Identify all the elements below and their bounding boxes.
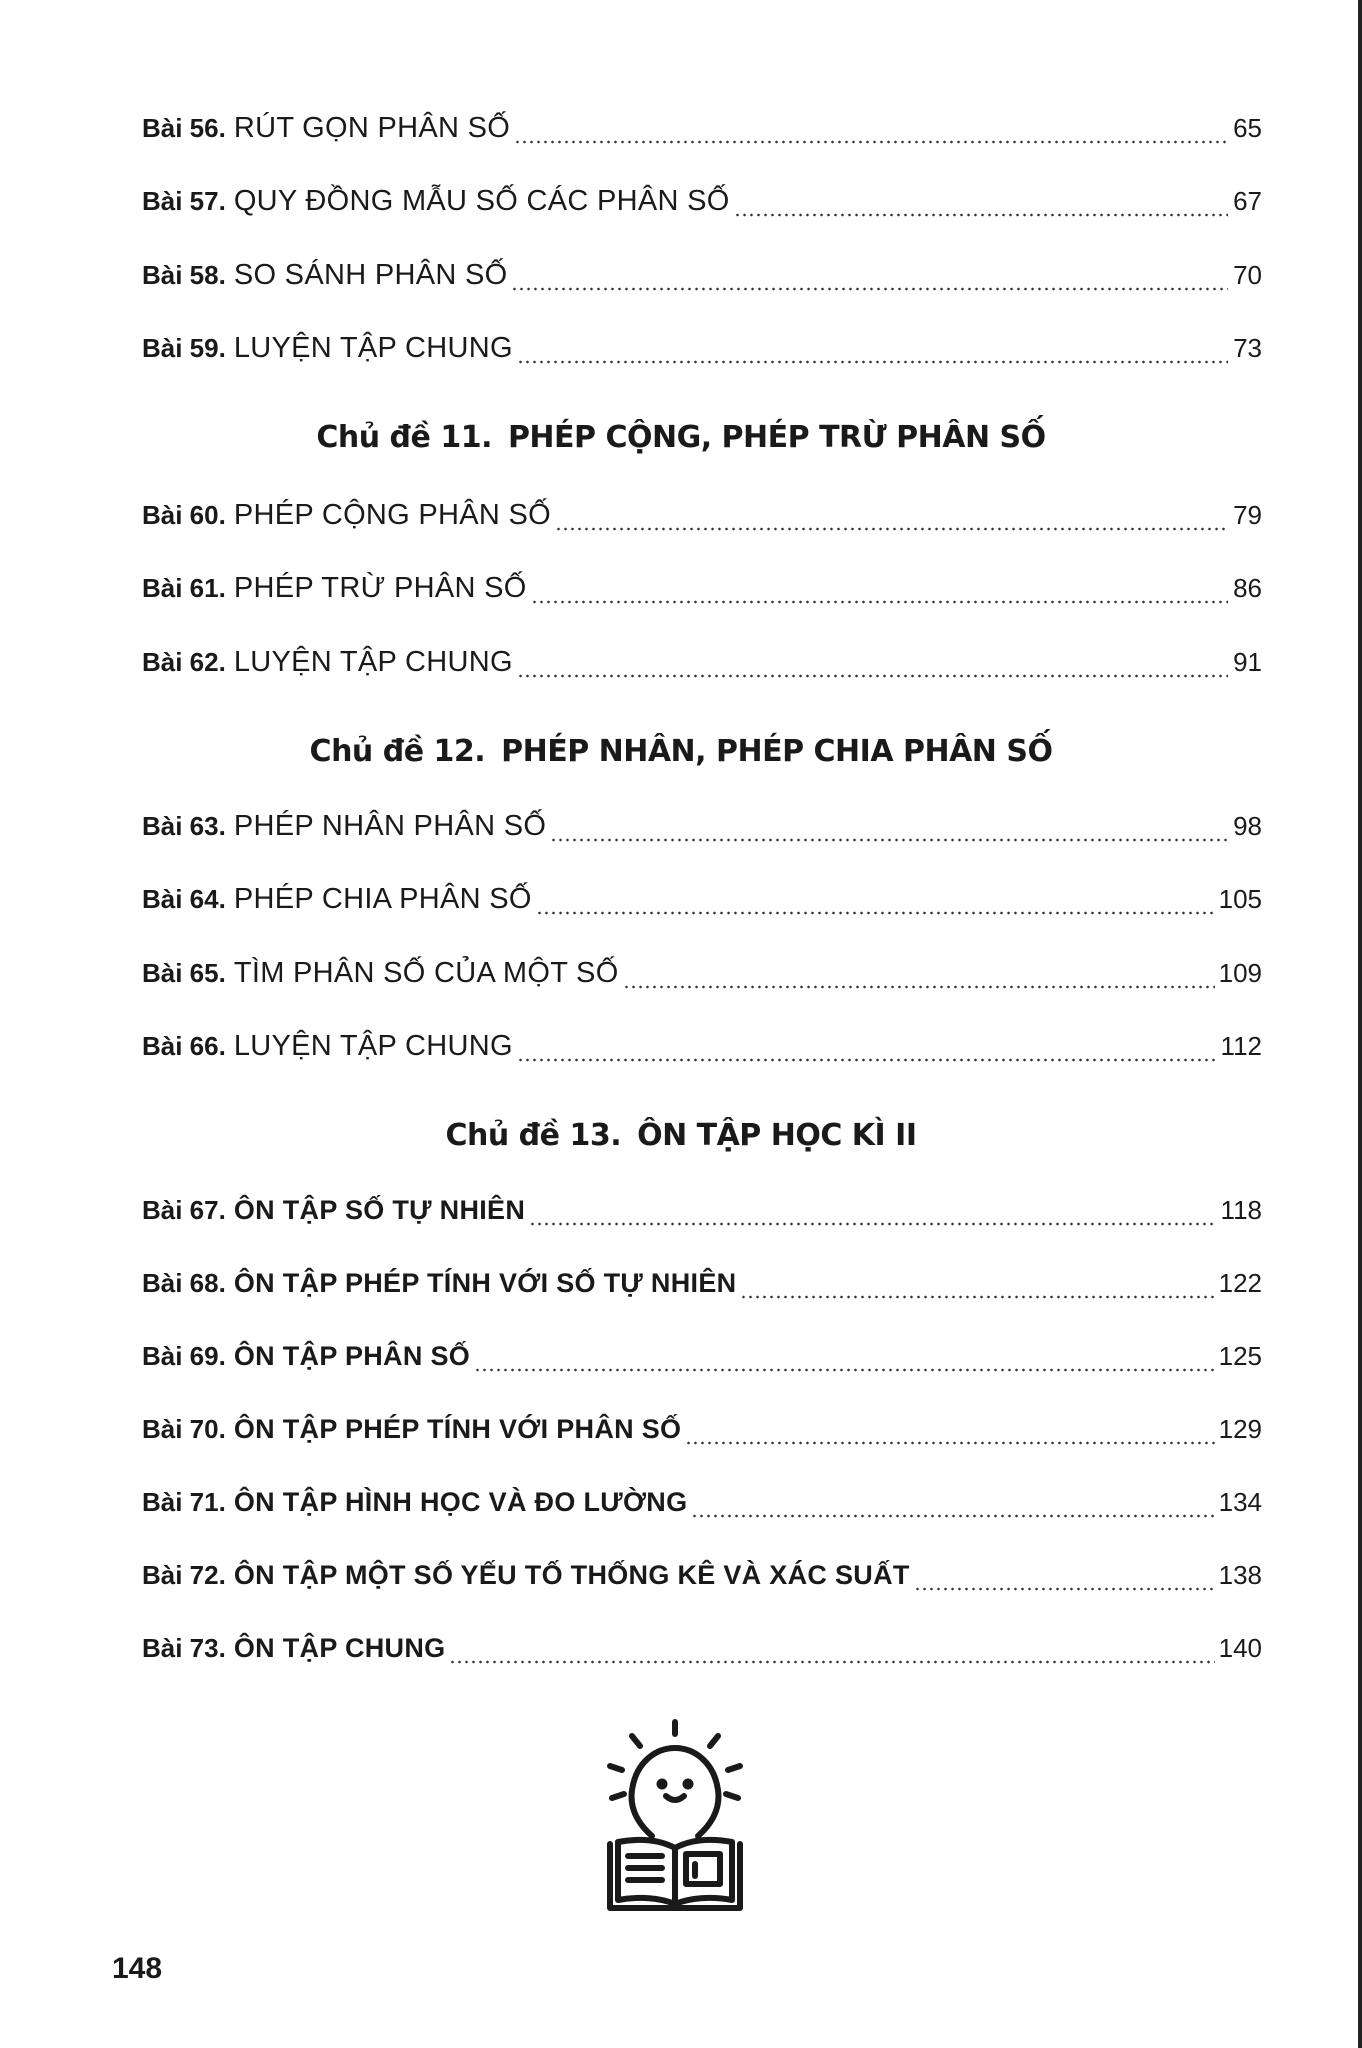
- lesson-page: 91: [1233, 647, 1262, 677]
- lesson-page: 140: [1218, 1633, 1262, 1663]
- dot-leader: [514, 108, 1228, 148]
- lesson-page: 86: [1233, 573, 1262, 603]
- lesson-page: 70: [1233, 260, 1262, 290]
- section-prefix: Chủ đề: [316, 420, 431, 455]
- toc-entry: [142, 108, 1262, 148]
- lesson-number: Bài 68.: [142, 1268, 226, 1298]
- toc-entry: [142, 806, 1262, 846]
- toc-entry: [142, 255, 1262, 295]
- section-heading: [0, 1116, 1362, 1156]
- lesson-number: Bài 64.: [142, 884, 226, 914]
- lesson-title: TÌM PHÂN SỐ CỦA MỘT SỐ: [233, 957, 619, 989]
- lesson-number: Bài 63.: [142, 811, 226, 841]
- lesson-page: 65: [1233, 113, 1262, 143]
- lesson-title: SO SÁNH PHÂN SỐ: [233, 259, 508, 291]
- dot-leader: [555, 495, 1228, 535]
- lesson-number: Bài 60.: [142, 500, 226, 530]
- lesson-page: 67: [1233, 186, 1262, 216]
- lesson-page: 112: [1220, 1031, 1262, 1061]
- lesson-number: Bài 56.: [142, 113, 226, 143]
- lesson-page: 98: [1233, 811, 1262, 841]
- dot-leader: [536, 879, 1215, 919]
- toc-entry: [142, 1263, 1262, 1303]
- lesson-title: QUY ĐỒNG MẪU SỐ CÁC PHÂN SỐ: [233, 185, 730, 217]
- lesson-number: Bài 57.: [142, 186, 226, 216]
- lesson-number: Bài 66.: [142, 1031, 226, 1061]
- lesson-number: Bài 62.: [142, 647, 226, 677]
- lesson-number: Bài 59.: [142, 333, 226, 363]
- lesson-page: 122: [1218, 1268, 1262, 1298]
- section-title: PHÉP CỘNG, PHÉP TRỪ PHÂN SỐ: [507, 420, 1046, 455]
- section-title: PHÉP NHÂN, PHÉP CHIA PHÂN SỐ: [501, 734, 1053, 769]
- section-heading: [0, 418, 1362, 458]
- lesson-number: Bài 72.: [142, 1560, 226, 1590]
- lesson-title: ÔN TẬP SỐ TỰ NHIÊN: [233, 1195, 526, 1225]
- lesson-title: PHÉP NHÂN PHÂN SỐ: [233, 810, 547, 842]
- toc-entry: [142, 568, 1262, 608]
- lesson-title: PHÉP CHIA PHÂN SỐ: [233, 883, 532, 915]
- dot-leader: [685, 1409, 1214, 1449]
- toc-entry: [142, 953, 1262, 993]
- lesson-title: PHÉP CỘNG PHÂN SỐ: [233, 499, 552, 531]
- lesson-number: Bài 61.: [142, 573, 226, 603]
- page-number: 148: [112, 1952, 163, 1985]
- lesson-page: 118: [1220, 1195, 1262, 1225]
- toc-entry: [142, 1628, 1262, 1668]
- section-prefix: Chủ đề: [445, 1118, 560, 1153]
- lesson-page: 109: [1218, 958, 1262, 988]
- toc-entry: [142, 642, 1262, 682]
- section-number: 13.: [569, 1118, 622, 1153]
- lesson-number: Bài 73.: [142, 1633, 226, 1663]
- lesson-page: 129: [1218, 1414, 1262, 1444]
- lesson-title: LUYỆN TẬP CHUNG: [233, 1030, 513, 1062]
- page-edge: [1358, 0, 1362, 2048]
- section-heading: [0, 732, 1362, 772]
- toc-entry: [142, 1555, 1262, 1595]
- section-title: ÔN TẬP HỌC KÌ II: [637, 1118, 917, 1153]
- lightbulb-book-icon: [600, 1718, 750, 1914]
- dot-leader: [691, 1482, 1214, 1522]
- dot-leader: [517, 1026, 1217, 1066]
- lesson-title: PHÉP TRỪ PHÂN SỐ: [233, 572, 527, 604]
- lesson-page: 79: [1233, 500, 1262, 530]
- dot-leader: [449, 1628, 1214, 1668]
- dot-leader: [734, 181, 1228, 221]
- dot-leader: [531, 568, 1228, 608]
- lesson-page: 125: [1218, 1341, 1262, 1371]
- lesson-title: ÔN TẬP PHÂN SỐ: [233, 1341, 471, 1371]
- lesson-number: Bài 71.: [142, 1487, 226, 1517]
- lesson-title: ÔN TẬP CHUNG: [233, 1633, 446, 1663]
- dot-leader: [550, 806, 1228, 846]
- lesson-number: Bài 67.: [142, 1195, 226, 1225]
- dot-leader: [529, 1190, 1216, 1230]
- section-number: 11.: [440, 420, 492, 455]
- toc-entry: [142, 1482, 1262, 1522]
- dot-leader: [914, 1555, 1215, 1595]
- toc-entry: [142, 1409, 1262, 1449]
- lesson-title: RÚT GỌN PHÂN SỐ: [233, 112, 511, 144]
- lesson-title: ÔN TẬP PHÉP TÍNH VỚI SỐ TỰ NHIÊN: [233, 1268, 737, 1298]
- lesson-title: ÔN TẬP HÌNH HỌC VÀ ĐO LƯỜNG: [233, 1487, 688, 1517]
- toc-entry: [142, 328, 1262, 368]
- toc-entry: [142, 1190, 1262, 1230]
- lesson-title: ÔN TẬP MỘT SỐ YẾU TỐ THỐNG KÊ VÀ XÁC SUẤT: [233, 1560, 910, 1590]
- toc-entry: [142, 879, 1262, 919]
- lesson-number: Bài 58.: [142, 260, 226, 290]
- lesson-number: Bài 65.: [142, 958, 226, 988]
- toc-entry: [142, 1026, 1262, 1066]
- lesson-page: 134: [1218, 1487, 1262, 1517]
- lesson-title: ÔN TẬP PHÉP TÍNH VỚI PHÂN SỐ: [233, 1414, 682, 1444]
- dot-leader: [517, 642, 1228, 682]
- lesson-title: LUYỆN TẬP CHUNG: [233, 646, 513, 678]
- lesson-page: 73: [1233, 333, 1262, 363]
- section-prefix: Chủ đề: [309, 734, 424, 769]
- toc-entry: [142, 495, 1262, 535]
- dot-leader: [740, 1263, 1214, 1303]
- section-number: 12.: [433, 734, 486, 769]
- lesson-number: Bài 70.: [142, 1414, 226, 1444]
- lesson-page: 138: [1218, 1560, 1262, 1590]
- lesson-title: LUYỆN TẬP CHUNG: [233, 332, 513, 364]
- dot-leader: [623, 953, 1215, 993]
- toc-entry: [142, 1336, 1262, 1376]
- dot-leader: [474, 1336, 1215, 1376]
- lesson-number: Bài 69.: [142, 1341, 226, 1371]
- dot-leader: [517, 328, 1228, 368]
- toc-entry: [142, 181, 1262, 221]
- dot-leader: [511, 255, 1228, 295]
- lesson-page: 105: [1218, 884, 1262, 914]
